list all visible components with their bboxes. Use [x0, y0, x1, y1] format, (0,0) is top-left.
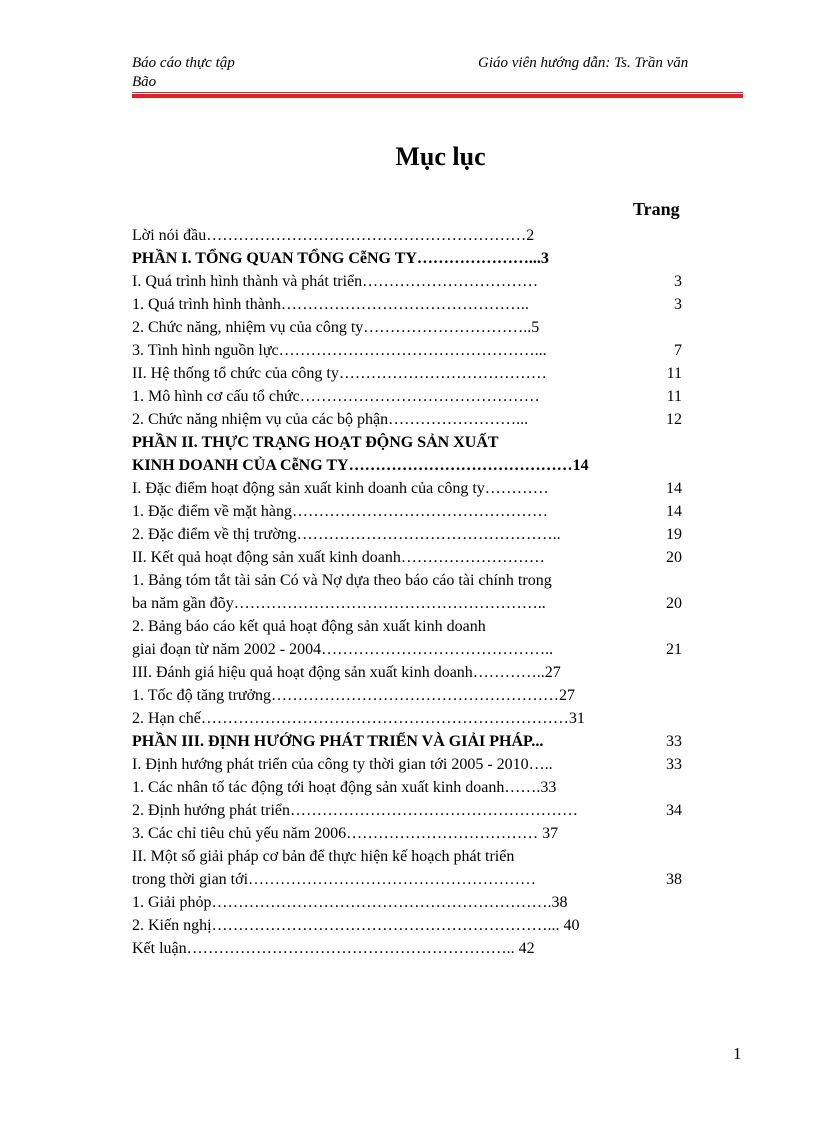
toc-entry-text: ba năm gần đõy…………………………………………………..: [132, 595, 546, 612]
toc-entry: [132, 247, 692, 270]
advisor-label: Giáo viên hướng dẫn: Ts. Trần văn: [478, 55, 689, 71]
toc-entry: [132, 569, 692, 592]
toc-entry-text: Lời nói đầu……………………………………………………2: [132, 227, 535, 244]
toc-entry: [132, 339, 692, 362]
toc-entry-text: 1. Quá trình hình thành………………………………………..: [132, 296, 529, 313]
page-column-label: Trang: [633, 199, 680, 219]
toc-entry: [132, 776, 692, 799]
toc-entry: [132, 477, 692, 500]
toc-entry-text: III. Đánh giá hiệu quả hoạt động sản xuất kinh doanh…………..27: [132, 664, 561, 681]
toc-entry-page: 14: [666, 480, 682, 497]
toc-entry-page: 7: [674, 342, 682, 359]
toc-entry: [132, 385, 692, 408]
toc-entry-page: 3: [674, 273, 682, 290]
toc-entry-text: trong thời gian tới………………………………………………: [132, 871, 537, 888]
toc-entry-page: 19: [666, 526, 682, 543]
toc-entry: [132, 293, 692, 316]
toc-entry: [132, 753, 692, 776]
toc-entry: [132, 914, 692, 937]
toc-entry-text: 1. Đặc điểm về mặt hàng…………………………………………: [132, 503, 548, 520]
toc-entry-text: Kết luận…………………………………………………….. 42: [132, 940, 535, 957]
toc-entry-text: 1. Bảng tóm tắt tài sản Có và Nợ dựa theo báo cáo tài chính trong: [132, 572, 552, 589]
page-title: Mục lục: [395, 142, 486, 171]
toc-entry: [132, 362, 692, 385]
toc-entry-text: 2. Bảng báo cáo kết quả hoạt động sản xuất kinh doanh: [132, 618, 486, 635]
toc-entry: [132, 707, 692, 730]
toc-entry: [132, 224, 692, 247]
toc-entry-text: PHẦN II. THỰC TRẠNG HOẠT ĐỘNG SẢN XUẤT: [132, 434, 499, 451]
toc-entry-page: 20: [666, 549, 682, 566]
toc-entry-text: II. Hệ thống tổ chức của công ty…………………………………: [132, 365, 547, 382]
toc-entry-text: II. Kết quả hoạt động sản xuất kinh doanh………………………: [132, 549, 545, 566]
toc-entry: [132, 592, 692, 615]
toc-entry: [132, 937, 692, 960]
toc-entry-text: I. Định hướng phát triển của công ty thời gian tới 2005 - 2010…..: [132, 756, 553, 773]
header-rule-thick: [132, 94, 743, 98]
report-title: Báo cáo thực tập: [132, 55, 235, 71]
toc-entry-text: PHẦN III. ĐỊNH HƯỚNG PHÁT TRIỂN VÀ GIẢI PHÁP...: [132, 733, 544, 750]
toc-entry: [132, 454, 692, 477]
toc-entry-text: 3. Tình hình nguồn lực…………………………………………...: [132, 342, 547, 359]
toc-entry-text: 3. Các chỉ tiêu chủ yếu năm 2006……………………………… 37: [132, 825, 559, 842]
toc-entry-text: 2. Định hướng phát triển………………………………………………: [132, 802, 578, 819]
toc-entry: [132, 316, 692, 339]
toc-entry-text: 2. Chức năng, nhiệm vụ của công ty…………………………..5: [132, 319, 540, 336]
toc-entry: [132, 546, 692, 569]
toc-entry: [132, 684, 692, 707]
toc-entry-text: 1. Mô hình cơ cấu tổ chức………………………………………: [132, 388, 540, 405]
toc-entry-text: 2. Hạn chế……………………………………………………………31: [132, 710, 585, 727]
toc-entry: [132, 523, 692, 546]
toc-entry: [132, 845, 692, 868]
toc-entry-page: 34: [666, 802, 682, 819]
toc-entry-text: I. Quá trình hình thành và phát triển……………………………: [132, 273, 539, 290]
toc-entry-text: KINH DOANH CỦA CễNG TY……………………………………14: [132, 457, 589, 474]
toc-entry: [132, 500, 692, 523]
toc-entry: [132, 730, 692, 753]
toc-entry: [132, 270, 692, 293]
toc-entry-page: 12: [666, 411, 682, 428]
toc-entry: [132, 408, 692, 431]
toc-entry-page: 14: [666, 503, 682, 520]
toc-entry-text: 2. Kiến nghị………………………………………………………... 40: [132, 917, 580, 934]
toc-entry: [132, 615, 692, 638]
toc-entry-page: 21: [666, 641, 682, 658]
toc-entry-text: 1. Tốc độ tăng trưởng………………………………………………27: [132, 687, 576, 704]
toc-entry: [132, 638, 692, 661]
toc-entry: [132, 799, 692, 822]
toc-entry-text: 2. Đặc điểm về thị trường…………………………………………..: [132, 526, 561, 543]
author-name: Bão: [132, 74, 157, 90]
toc-entry: [132, 661, 692, 684]
toc-entry: [132, 891, 692, 914]
toc-entry-text: giai đoạn từ năm 2002 - 2004……………………………………..: [132, 641, 554, 658]
toc-entry-text: I. Đặc điểm hoạt động sản xuất kinh doanh của công ty…………: [132, 480, 549, 497]
toc-entry: [132, 431, 692, 454]
table-of-contents: [132, 224, 692, 960]
header-rule-thin: [132, 92, 743, 93]
toc-entry-page: 11: [666, 388, 682, 405]
toc-entry-text: II. Một số giải pháp cơ bản để thực hiện kế hoạch phát triển: [132, 848, 515, 865]
toc-entry: [132, 822, 692, 845]
page-number: 1: [733, 1044, 742, 1063]
toc-entry-page: 11: [666, 365, 682, 382]
toc-entry: [132, 868, 692, 891]
header-left: [132, 54, 235, 92]
toc-entry-page: 33: [666, 733, 682, 750]
toc-entry-text: 1. Các nhân tố tác động tới hoạt động sản xuất kinh doanh…….33: [132, 779, 557, 796]
toc-entry-text: PHẦN I. TỔNG QUAN TỔNG CễNG TY…………………...3: [132, 250, 549, 267]
toc-entry-page: 33: [666, 756, 682, 773]
toc-entry-page: 38: [666, 871, 682, 888]
toc-entry-page: 20: [666, 595, 682, 612]
toc-entry-page: 3: [674, 296, 682, 313]
toc-entry-text: 1. Giải phỏp……………………………………………………….38: [132, 894, 568, 911]
toc-entry-text: 2. Chức năng nhiệm vụ của các bộ phận……………………...: [132, 411, 529, 428]
